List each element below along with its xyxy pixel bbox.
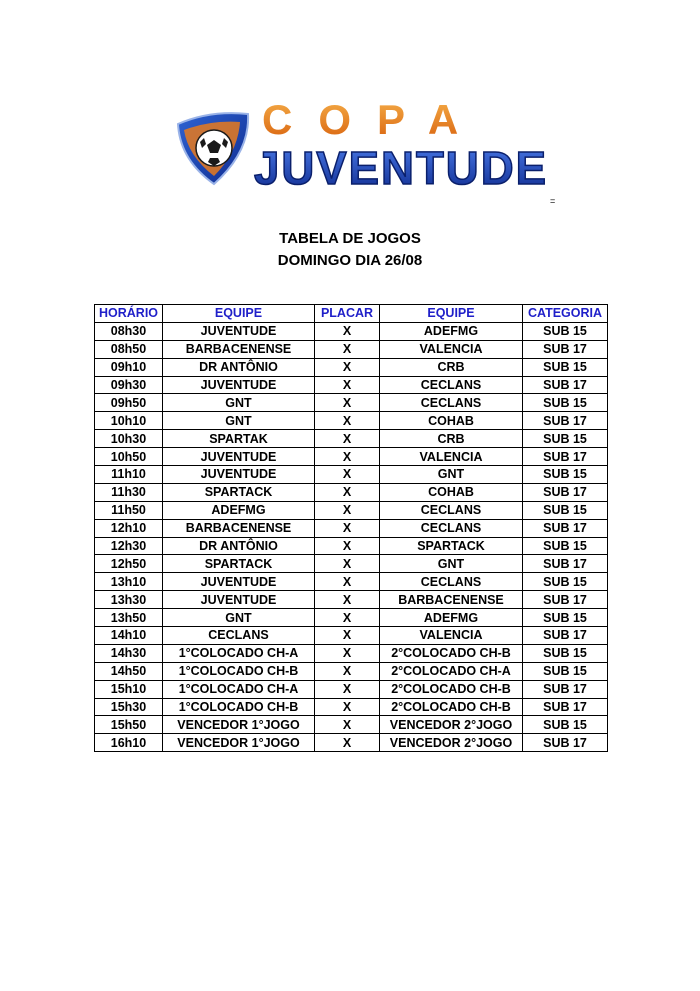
page-subtitle: DOMINGO DIA 26/08 xyxy=(277,252,423,269)
cell-score: X xyxy=(315,627,380,645)
cell-home-team: 1°COLOCADO CH-B xyxy=(163,662,315,680)
cell-time: 11h50 xyxy=(95,501,163,519)
cell-score: X xyxy=(315,322,380,340)
cell-away-team: CECLANS xyxy=(380,501,523,519)
cell-category: SUB 17 xyxy=(523,734,608,752)
cell-score: X xyxy=(315,412,380,430)
table-row xyxy=(95,573,608,591)
cell-score: X xyxy=(315,555,380,573)
copa-juventude-logo xyxy=(170,92,560,207)
cell-home-team: VENCEDOR 1°JOGO xyxy=(163,716,315,734)
cell-score: X xyxy=(315,501,380,519)
table-row xyxy=(95,537,608,555)
cell-away-team: ADEFMG xyxy=(380,609,523,627)
cell-time: 15h50 xyxy=(95,716,163,734)
cell-home-team: JUVENTUDE xyxy=(163,466,315,484)
cell-score: X xyxy=(315,376,380,394)
cell-time: 09h30 xyxy=(95,376,163,394)
cell-home-team: JUVENTUDE xyxy=(163,322,315,340)
cell-category: SUB 15 xyxy=(523,501,608,519)
cell-time: 12h50 xyxy=(95,555,163,573)
cell-time: 10h10 xyxy=(95,412,163,430)
cell-home-team: GNT xyxy=(163,394,315,412)
cell-home-team: SPARTAK xyxy=(163,430,315,448)
cell-away-team: COHAB xyxy=(380,412,523,430)
cell-score: X xyxy=(315,716,380,734)
table-row xyxy=(95,430,608,448)
cell-time: 12h10 xyxy=(95,519,163,537)
cell-score: X xyxy=(315,340,380,358)
cell-away-team: CRB xyxy=(380,358,523,376)
cell-category: SUB 17 xyxy=(523,376,608,394)
table-row xyxy=(95,734,608,752)
header-categoria: CATEGORIA xyxy=(523,305,608,323)
cell-time: 11h30 xyxy=(95,483,163,501)
cell-away-team: VALENCIA xyxy=(380,448,523,466)
cell-score: X xyxy=(315,448,380,466)
cell-home-team: 1°COLOCADO CH-A xyxy=(163,680,315,698)
cell-away-team: CECLANS xyxy=(380,573,523,591)
table-row xyxy=(95,662,608,680)
cell-away-team: VALENCIA xyxy=(380,340,523,358)
header-equipe-home: EQUIPE xyxy=(163,305,315,323)
cell-category: SUB 17 xyxy=(523,680,608,698)
cell-home-team: JUVENTUDE xyxy=(163,448,315,466)
cell-time: 09h50 xyxy=(95,394,163,412)
cell-away-team: 2°COLOCADO CH-B xyxy=(380,680,523,698)
table-row xyxy=(95,448,608,466)
table-row xyxy=(95,609,608,627)
cell-category: SUB 15 xyxy=(523,358,608,376)
cell-away-team: GNT xyxy=(380,555,523,573)
cell-score: X xyxy=(315,680,380,698)
cell-time: 13h50 xyxy=(95,609,163,627)
cell-score: X xyxy=(315,537,380,555)
cell-time: 08h30 xyxy=(95,322,163,340)
cell-category: SUB 15 xyxy=(523,644,608,662)
table-row xyxy=(95,340,608,358)
cell-home-team: SPARTACK xyxy=(163,555,315,573)
header-horario: HORÁRIO xyxy=(95,305,163,323)
table-row xyxy=(95,322,608,340)
table-row xyxy=(95,376,608,394)
cell-category: SUB 15 xyxy=(523,430,608,448)
cell-time: 16h10 xyxy=(95,734,163,752)
cell-category: SUB 15 xyxy=(523,394,608,412)
cell-home-team: DR ANTÔNIO xyxy=(163,358,315,376)
cell-away-team: CECLANS xyxy=(380,394,523,412)
cell-category: SUB 15 xyxy=(523,466,608,484)
header-equipe-away: EQUIPE xyxy=(380,305,523,323)
soccer-ball-shield-icon xyxy=(178,113,248,184)
cell-time: 10h30 xyxy=(95,430,163,448)
cell-home-team: BARBACENENSE xyxy=(163,519,315,537)
cell-category: SUB 17 xyxy=(523,698,608,716)
cell-time: 09h10 xyxy=(95,358,163,376)
cell-category: SUB 17 xyxy=(523,591,608,609)
cell-away-team: 2°COLOCADO CH-B xyxy=(380,644,523,662)
cell-category: SUB 15 xyxy=(523,716,608,734)
cell-time: 10h50 xyxy=(95,448,163,466)
cell-time: 14h50 xyxy=(95,662,163,680)
table-row xyxy=(95,394,608,412)
cell-score: X xyxy=(315,644,380,662)
cell-score: X xyxy=(315,698,380,716)
cell-home-team: ADEFMG xyxy=(163,501,315,519)
cell-category: SUB 17 xyxy=(523,340,608,358)
cell-away-team: SPARTACK xyxy=(380,537,523,555)
table-row xyxy=(95,591,608,609)
cell-home-team: JUVENTUDE xyxy=(163,376,315,394)
table-header-row xyxy=(95,305,608,323)
cell-category: SUB 15 xyxy=(523,609,608,627)
table-row xyxy=(95,627,608,645)
cell-score: X xyxy=(315,591,380,609)
header-placar: PLACAR xyxy=(315,305,380,323)
cell-category: SUB 17 xyxy=(523,483,608,501)
cell-home-team: GNT xyxy=(163,609,315,627)
table-row xyxy=(95,412,608,430)
table-row xyxy=(95,644,608,662)
table-row xyxy=(95,555,608,573)
table-row xyxy=(95,716,608,734)
table-row xyxy=(95,698,608,716)
cell-time: 15h30 xyxy=(95,698,163,716)
cell-away-team: GNT xyxy=(380,466,523,484)
cell-score: X xyxy=(315,483,380,501)
cell-score: X xyxy=(315,573,380,591)
cell-time: 12h30 xyxy=(95,537,163,555)
cell-away-team: CECLANS xyxy=(380,376,523,394)
cell-score: X xyxy=(315,734,380,752)
cell-home-team: BARBACENENSE xyxy=(163,340,315,358)
games-table-body xyxy=(95,322,608,751)
cell-category: SUB 15 xyxy=(523,322,608,340)
cell-score: X xyxy=(315,358,380,376)
table-row xyxy=(95,501,608,519)
logo-mark: = xyxy=(550,196,556,206)
cell-time: 13h30 xyxy=(95,591,163,609)
games-table xyxy=(94,304,608,752)
cell-home-team: 1°COLOCADO CH-B xyxy=(163,698,315,716)
table-row xyxy=(95,519,608,537)
cell-category: SUB 17 xyxy=(523,412,608,430)
cell-category: SUB 15 xyxy=(523,573,608,591)
cell-score: X xyxy=(315,519,380,537)
cell-category: SUB 15 xyxy=(523,537,608,555)
cell-home-team: VENCEDOR 1°JOGO xyxy=(163,734,315,752)
cell-home-team: 1°COLOCADO CH-A xyxy=(163,644,315,662)
cell-category: SUB 17 xyxy=(523,555,608,573)
cell-away-team: 2°COLOCADO CH-B xyxy=(380,698,523,716)
table-row xyxy=(95,483,608,501)
cell-home-team: CECLANS xyxy=(163,627,315,645)
cell-time: 08h50 xyxy=(95,340,163,358)
cell-category: SUB 17 xyxy=(523,519,608,537)
cell-category: SUB 17 xyxy=(523,627,608,645)
cell-score: X xyxy=(315,466,380,484)
cell-score: X xyxy=(315,430,380,448)
logo-juventude-text: JUVENTUDE xyxy=(254,142,548,194)
cell-category: SUB 17 xyxy=(523,448,608,466)
cell-time: 11h10 xyxy=(95,466,163,484)
table-row xyxy=(95,466,608,484)
cell-home-team: SPARTACK xyxy=(163,483,315,501)
cell-home-team: JUVENTUDE xyxy=(163,573,315,591)
cell-time: 14h30 xyxy=(95,644,163,662)
page-title: TABELA DE JOGOS xyxy=(279,230,421,247)
cell-home-team: JUVENTUDE xyxy=(163,591,315,609)
cell-away-team: CECLANS xyxy=(380,519,523,537)
cell-away-team: ADEFMG xyxy=(380,322,523,340)
cell-away-team: VENCEDOR 2°JOGO xyxy=(380,716,523,734)
cell-away-team: VENCEDOR 2°JOGO xyxy=(380,734,523,752)
cell-home-team: GNT xyxy=(163,412,315,430)
cell-category: SUB 15 xyxy=(523,662,608,680)
cell-time: 15h10 xyxy=(95,680,163,698)
cell-away-team: 2°COLOCADO CH-A xyxy=(380,662,523,680)
cell-score: X xyxy=(315,662,380,680)
cell-home-team: DR ANTÔNIO xyxy=(163,537,315,555)
cell-away-team: BARBACENENSE xyxy=(380,591,523,609)
table-row xyxy=(95,680,608,698)
table-row xyxy=(95,358,608,376)
cell-away-team: CRB xyxy=(380,430,523,448)
title-block xyxy=(0,228,700,272)
cell-score: X xyxy=(315,609,380,627)
cell-time: 13h10 xyxy=(95,573,163,591)
cell-away-team: VALENCIA xyxy=(380,627,523,645)
cell-away-team: COHAB xyxy=(380,483,523,501)
cell-time: 14h10 xyxy=(95,627,163,645)
cell-score: X xyxy=(315,394,380,412)
logo-copa-text: COPA xyxy=(262,96,485,143)
